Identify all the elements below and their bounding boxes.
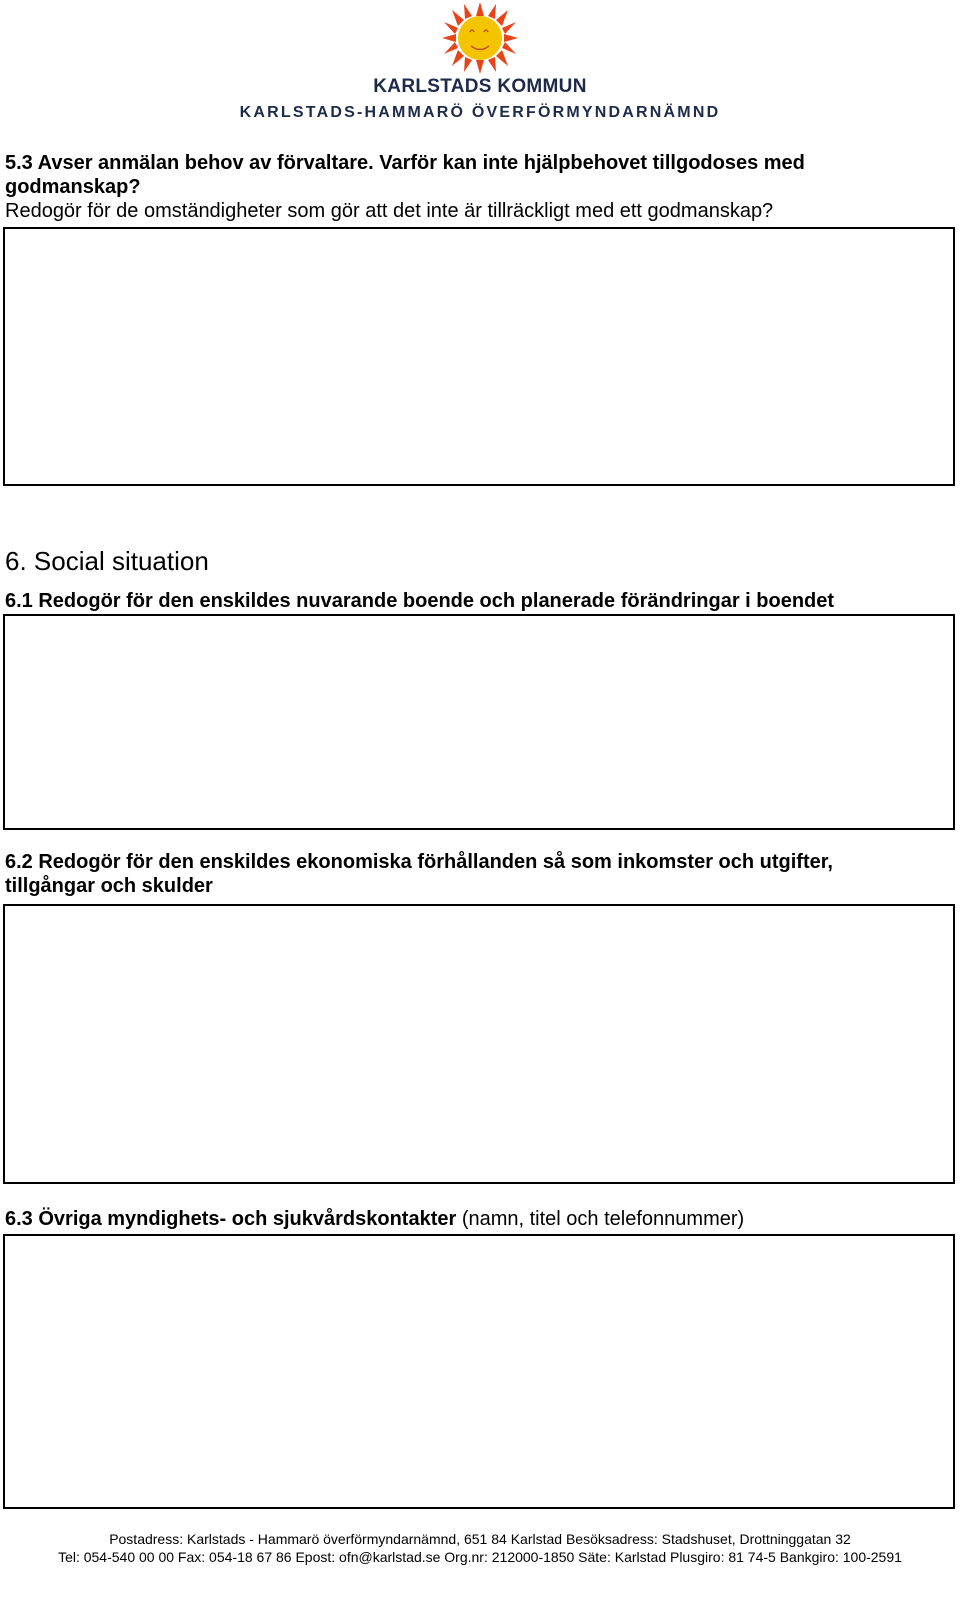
q62-answer-box[interactable] (3, 904, 955, 1184)
q53-line2: godmanskap? (5, 176, 141, 198)
section-6-title: 6. Social situation (5, 546, 209, 576)
q53-line3: Redogör för de omständigheter som gör att det inte är tillräckligt med ett godmanskap? (5, 200, 774, 222)
q62-line1: 6.2 Redogör för den enskildes ekonomiska förhållanden så som inkomster och utgifter, (5, 851, 833, 873)
org-sub-name: KARLSTADS-HAMMARÖ ÖVERFÖRMYNDARNÄMND (239, 104, 721, 121)
footer-line1: Postadress: Karlstads - Hammarö överförmyndarnämnd, 651 84 Karlstad Besöksadress: Stadshuset, Drottninggatan 32 (109, 1531, 851, 1547)
q62-line2: tillgångar och skulder (5, 875, 213, 897)
q53-answer-box[interactable] (3, 227, 955, 486)
q63-answer-box[interactable] (3, 1234, 955, 1509)
footer-line2: Tel: 054-540 00 00 Fax: 054-18 67 86 Epost: ofn@karlstad.se Org.nr: 212000-1850 Säte: Karlstad Plusgiro: 81 74-5 Bankgiro: 100-2591 (58, 1549, 902, 1565)
org-name: KARLSTADS KOMMUN (373, 76, 587, 97)
q61-text: 6.1 Redogör för den enskildes nuvarande boende och planerade förändringar i boendet (5, 590, 835, 612)
q61-answer-box[interactable] (3, 614, 955, 830)
q63-bold: 6.3 Övriga myndighets- och sjukvårdskontakter (5, 1208, 457, 1230)
sun-logo-icon (440, 2, 520, 74)
q63-normal: (namn, titel och telefonnummer) (456, 1208, 745, 1230)
q53-line1: 5.3 Avser anmälan behov av förvaltare. Varför kan inte hjälpbehovet tillgodoses med (5, 152, 805, 174)
q63-text (5, 1207, 744, 1231)
